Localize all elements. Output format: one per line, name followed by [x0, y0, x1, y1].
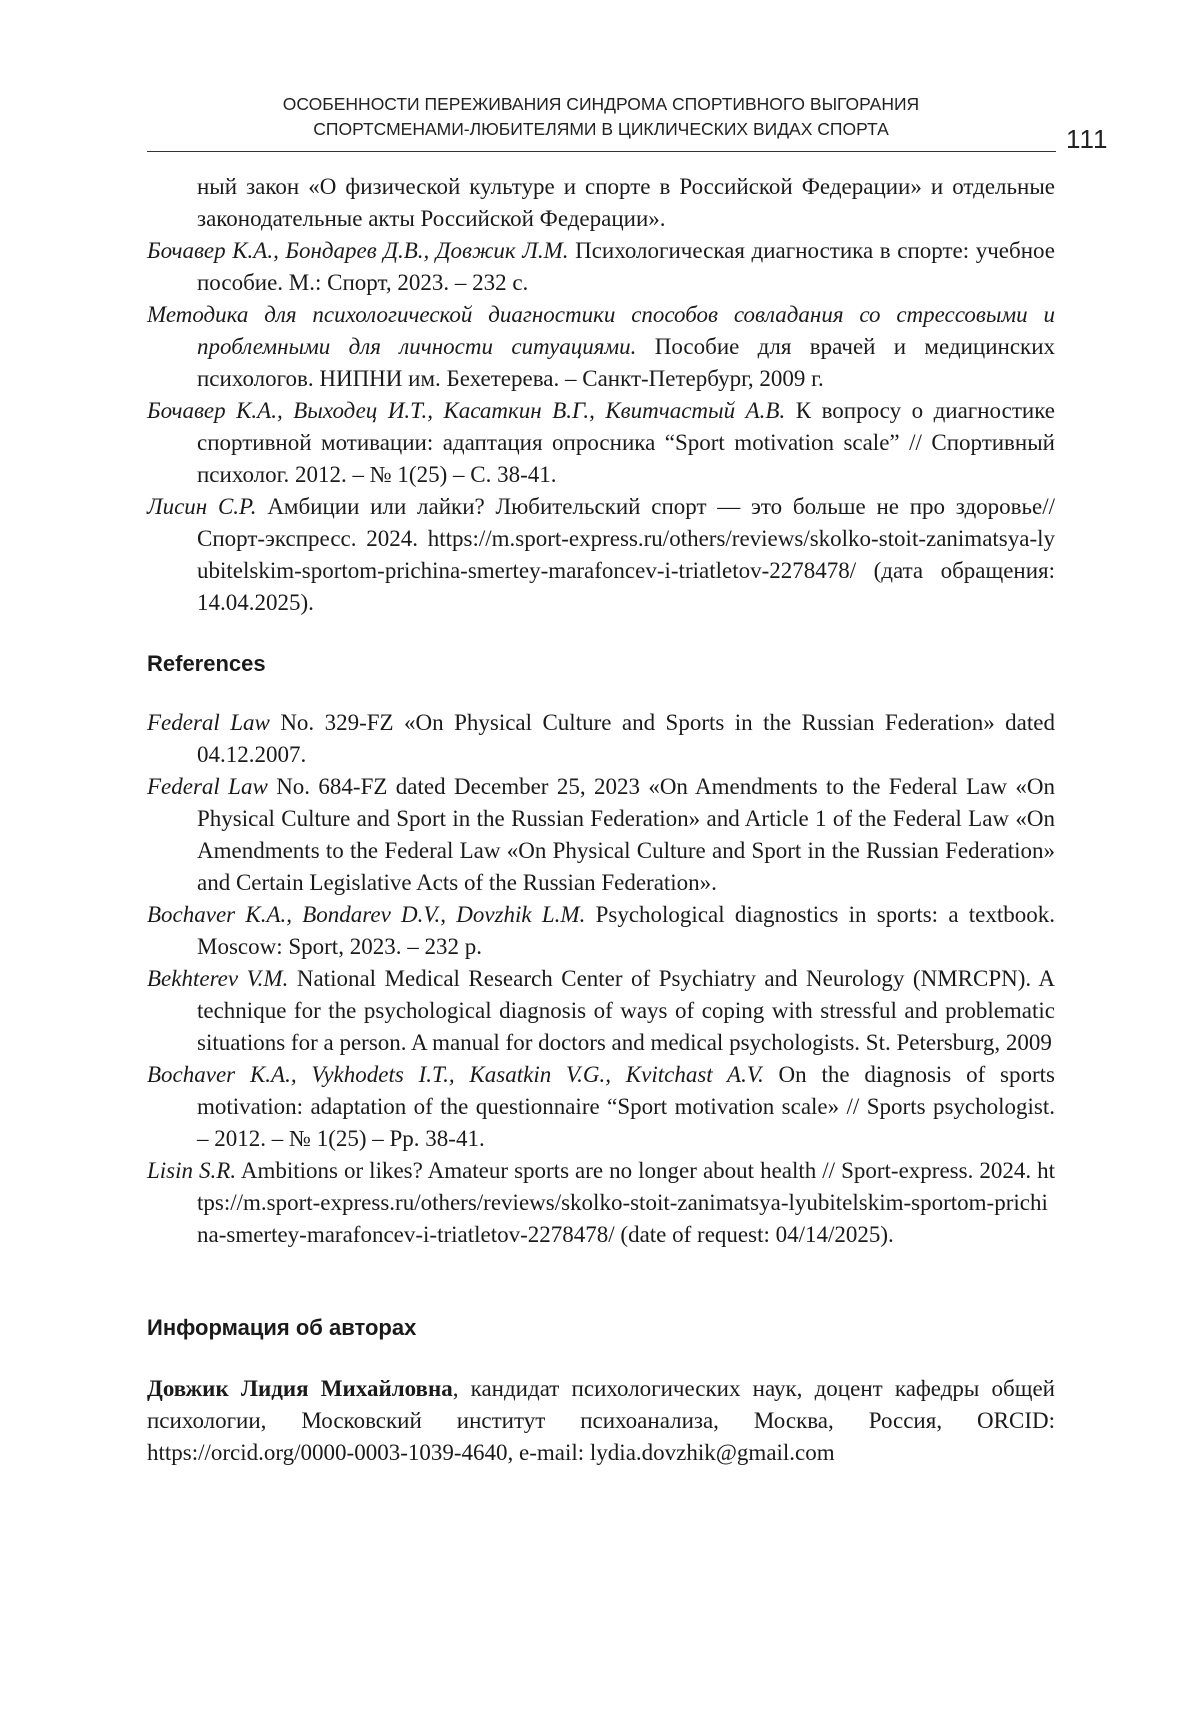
- header-rule: [147, 151, 1056, 152]
- reference-authors: Лисин С.Р.: [147, 494, 257, 519]
- reference-authors: Federal Law: [147, 774, 268, 799]
- reference-authors: Bochaver K.A., Vykhodets I.T., Kasatkin V.G., Kvitchast A.V.: [147, 1062, 764, 1087]
- reference-item: [147, 707, 1055, 771]
- reference-authors: Bochaver K.A., Bondarev D.V., Dovzhik L.M.: [147, 902, 586, 927]
- reference-text: Пособие для врачей и медицинских психологов. НИПНИ им. Бехетерева. – Санкт-Петербург, 2009 г.: [197, 334, 1056, 391]
- reference-text: National Medical Research Center of Psychiatry and Neurology (NMRCPN). A technique for the psychological diagnosis of ways of coping with stressful and problematic situations for a person. A manual for doctors and medical psychologists. St. Petersburg, 2009: [197, 966, 1055, 1055]
- reference-text: К вопросу о диагностике спортивной мотивации: адаптация опросника “Sport motivation scale” // Спортивный психолог. 2012. – № 1(25) – С. 38-41.: [197, 398, 1056, 487]
- reference-continuation-text: ный закон «О физической культуре и спорте в Российской Федерации» и отдельные законодательные акты Российской Федерации».: [197, 174, 1055, 231]
- running-header: [147, 92, 1055, 142]
- reference-authors: Lisin S.R.: [147, 1158, 237, 1183]
- russian-reference-list: [147, 171, 1055, 619]
- reference-item: [147, 491, 1055, 619]
- reference-item: [147, 899, 1055, 963]
- author-details: , кандидат психологических наук, доцент кафедры общей психологии, Московский институт психоанализа, Москва, Россия, ORCID: https://orcid.org/0000-0003-1039-4640, e-mail: lydia.dovzhik@gmail.com: [147, 1376, 1055, 1465]
- reference-text: Амбиции или лайки? Любительский спорт — это больше не про здоровье//Спорт-экспресс. 2024.: [197, 494, 1055, 551]
- reference-text: No. 329-FZ «On Physical Culture and Sports in the Russian Federation» dated 04.12.2007.: [197, 710, 1055, 767]
- reference-item: [147, 963, 1055, 1059]
- reference-item: [147, 1059, 1055, 1155]
- reference-item: [147, 299, 1055, 395]
- reference-url[interactable]: https://m.sport-express.ru/others/reviews/skolko-stoit-zanimatsya-lyubitelskim-sportom-prichina-smertey-marafoncev-i-triatletov-2278478/: [197, 526, 1055, 583]
- references-heading: References: [147, 651, 266, 676]
- reference-text: No. 684-FZ dated December 25, 2023 «On Amendments to the Federal Law «On Physical Culture and Sport in the Russian Federation» and Article 1 of the Federal Law «On Amendments to the Federal Law «On Physical Culture and Sport in the Russian Federation» and Certain Legislative Acts of the Russian Federation».: [197, 774, 1055, 895]
- reference-item: [147, 771, 1055, 899]
- reference-url[interactable]: https://m.sport-express.ru/others/reviews/skolko-stoit-zanimatsya-lyubitelskim-sportom-prichina-smertey-marafoncev-i-triatletov-2278478/: [197, 1158, 1056, 1247]
- author-name: Довжик Лидия Михайловна: [147, 1376, 453, 1401]
- reference-authors: Бочавер К.А., Бондарев Д.В., Довжик Л.М.: [147, 238, 569, 263]
- reference-item: [147, 1155, 1055, 1251]
- reference-authors: Бочавер К.А., Выходец И.Т., Касаткин В.Г., Квитчастый А.В.: [147, 398, 786, 423]
- author-info-paragraph: [147, 1373, 1055, 1469]
- reference-item: [147, 235, 1055, 299]
- running-header-line-2: СПОРТСМЕНАМИ-ЛЮБИТЕЛЯМИ В ЦИКЛИЧЕСКИХ ВИДАХ СПОРТА: [313, 119, 889, 139]
- reference-text: Ambitions or likes? Amateur sports are no longer about health // Sport-express. 2024.: [240, 1158, 1032, 1183]
- reference-text: Psychological diagnostics in sports: a textbook. Moscow: Sport, 2023. – 232 p.: [197, 902, 1056, 959]
- page-content: [147, 171, 1055, 1469]
- authors-info-heading: Информация об авторах: [147, 1315, 417, 1340]
- reference-authors: Bekhterev V.M.: [147, 966, 289, 991]
- running-header-line-1: ОСОБЕННОСТИ ПЕРЕЖИВАНИЯ СИНДРОМА СПОРТИВНОГО ВЫГОРАНИЯ: [282, 94, 920, 114]
- reference-authors: Federal Law: [147, 710, 270, 735]
- reference-continuation: [147, 171, 1055, 235]
- english-reference-list: [147, 707, 1055, 1251]
- reference-text: Психологическая диагностика в спорте: учебное пособие. М.: Спорт, 2023. – 232 с.: [197, 238, 1055, 295]
- reference-access-date: (дата обращения: 14.04.2025).: [197, 558, 1056, 615]
- reference-text: On the diagnosis of sports motivation: adaptation of the questionnaire “Sport motivation scale» // Sports psychologist. – 2012. – № 1(25) – Pp. 38-41.: [197, 1062, 1056, 1151]
- page-number: 111: [1066, 124, 1109, 154]
- reference-item: [147, 395, 1055, 491]
- reference-title: Методика для психологической диагностики способов совладания со стрессовыми и проблемными для личности ситуациями.: [147, 302, 1055, 359]
- reference-access-date: (date of request: 04/14/2025).: [620, 1222, 894, 1247]
